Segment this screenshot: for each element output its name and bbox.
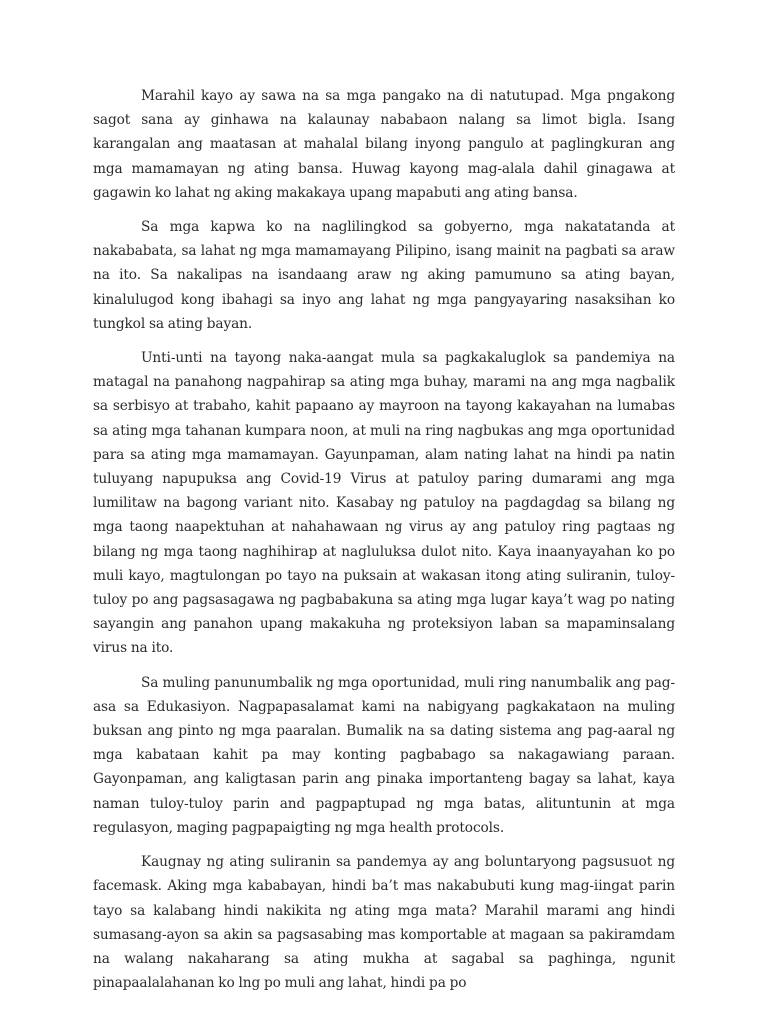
paragraph-4: Sa muling panunumbalik ng mga oportunidad, muli ring nanumbalik ang pag-asa sa Edukasiyon. Nagpapasalamat kami na nabigyang pagkakataon na muling buksan ang pinto ng mga paaralan. Bumalik na sa dating sistema ang pag-aaral ng mga kabataan kahit pa may konting pagbabago sa nakagawiang paraan. Gayonpaman, ang kaligtasan parin ang pinaka importanteng bagay sa lahat, kaya naman tuloy-tuloy parin and pagpaptupad ng mga batas, alituntunin at mga regulasyon, maging pagpapaigting ng mga health protocols. xyxy=(93,674,675,836)
paragraph-1: Marahil kayo ay sawa na sa mga pangako na di natutupad. Mga pngakong sagot sana ay ginhawa na kalaunay nababaon nalang sa limot bigla. Isang karangalan ang maatasan at mahalal bilang inyong pangulo at paglingkuran ang mga mamamayan ng ating bansa. Huwag kayong mag-alala dahil ginagawa at gagawin ko lahat ng aking makakaya upang mapabuti ang ating bansa. xyxy=(93,88,675,201)
paragraph-5: Kaugnay ng ating suliranin sa pandemya ay ang boluntaryong pagsusuot ng facemask. Aking mga kababayan, hindi ba’t mas nakabubuti kung mag-iingat parin tayo sa kalabang hindi nakikita ng ating mga mata? Marahil marami ang hindi sumasang-ayon sa akin sa pagsasabing mas komportable at magaan sa pakiramdam na walang nakaharang sa ating mukha at sagabal sa paghinga, ngunit pinapaalalahanan ko lng po muli ang lahat, hindi pa po xyxy=(93,854,675,992)
paragraph-2: Sa mga kapwa ko na naglilingkod sa gobyerno, mga nakatatanda at nakababata, sa lahat ng mga mamamayang Pilipino, isang mainit na pagbati sa araw na ito. Sa nakalipas na isandaang araw ng aking pamumuno sa ating bayan, kinalulugod kong ibahagi sa inyo ang lahat ng mga pangyayaring nasaksihan ko tungkol sa ating bayan. xyxy=(93,219,675,332)
paragraph-3: Unti-unti na tayong naka-aangat mula sa pagkakaluglok sa pandemiya na matagal na panahong nagpahirap sa ating mga buhay, marami na ang mga nagbalik sa serbisyo at trabaho, kahit papaano ay mayroon na tayong kakayahan na lumabas sa ating mga tahanan kumpara noon, at muli na ring nagbukas ang mga oportunidad para sa ating mga mamamayan. Gayunpaman, alam nating lahat na hindi pa natin tuluyang napupuksa ang Covid-19 Virus at patuloy paring dumarami ang mga lumilitaw na bagong variant nito. Kasabay ng patuloy na pagdagdag sa bilang ng mga taong naapektuhan at nahahawaan ng virus ay ang patuloy ring pagtaas ng bilang ng mga taong naghihirap at nagluluksa dulot nito. Kaya inaanyayahan ko po muli kayo, magtulongan po tayo na puksain at wakasan itong ating suliranin, tuloy-tuloy po ang pagsasagawa ng pagbabakuna sa ating mga lugar kaya’t wag po nating sayangin ang panahon upang makakuha ng proteksiyon laban sa mapaminsalang virus na ito. xyxy=(93,350,675,657)
